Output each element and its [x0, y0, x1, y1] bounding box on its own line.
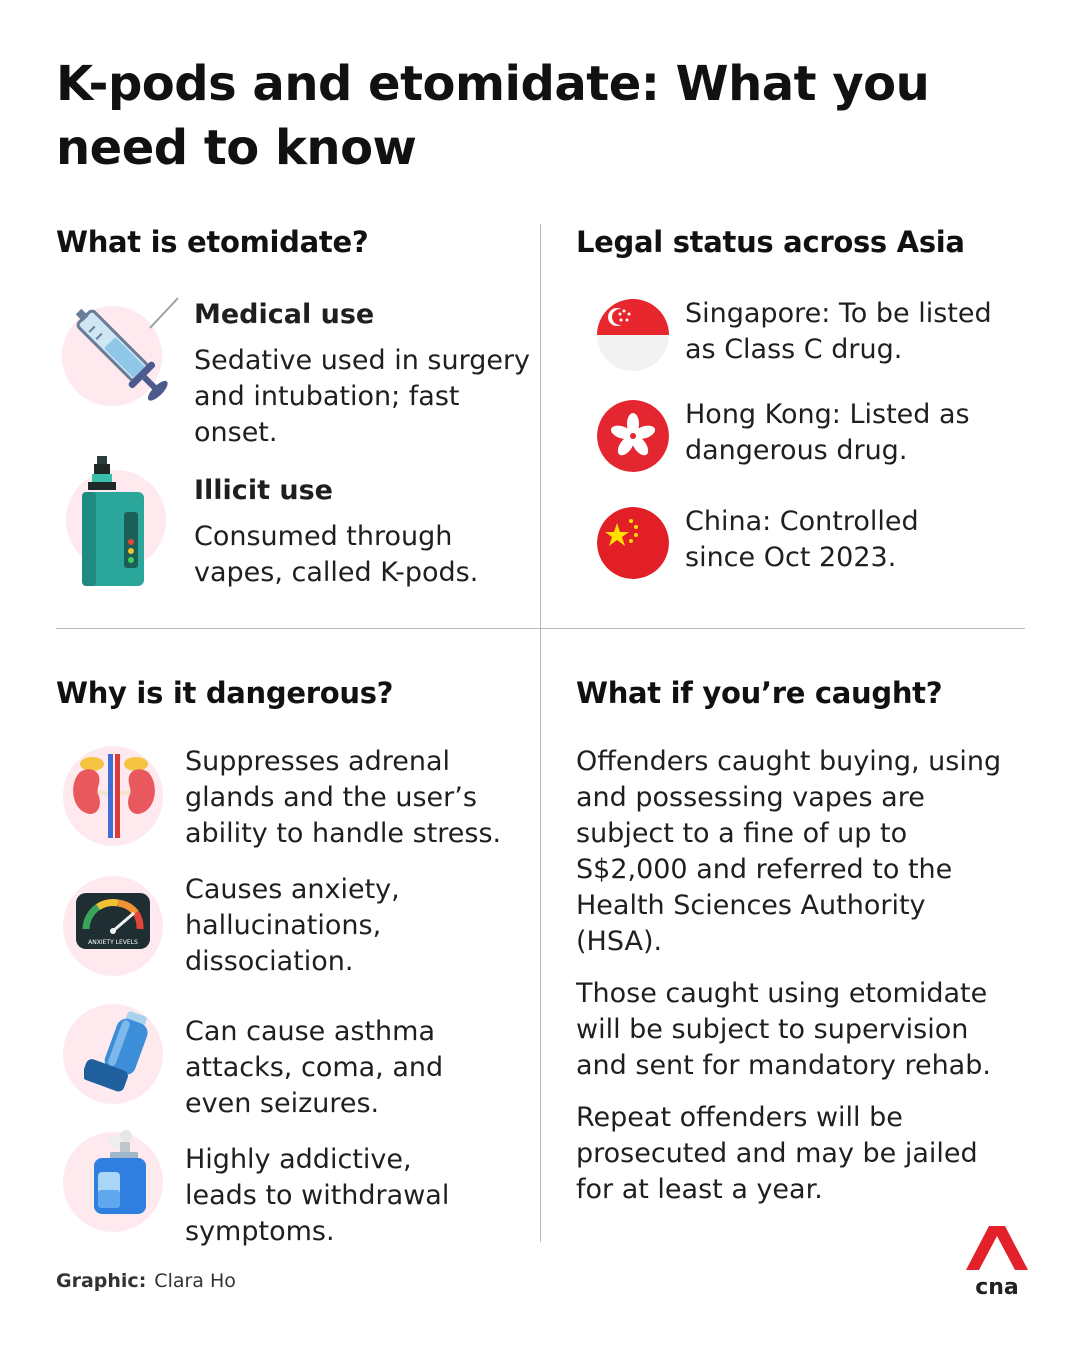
medical-use-body: Sedative used in surgery and intubation; fast onset.: [194, 345, 531, 448]
china-status: China: Controlled since Oct 2023.: [685, 506, 919, 573]
medical-use-title: Medical use: [194, 299, 375, 330]
danger-heading: Why is it dangerous?: [56, 676, 394, 710]
inhaler-icon: [84, 1010, 156, 1094]
kidney-icon: [70, 754, 158, 838]
legal-status-heading: Legal status across Asia: [576, 225, 965, 259]
what-is-heading: What is etomidate?: [56, 225, 369, 259]
danger-item-1: Suppresses adrenal glands and the user’s ability to handle stress.: [185, 746, 502, 849]
vertical-divider-top: [540, 224, 541, 628]
anxiety-gauge-icon: [76, 893, 150, 949]
credit-name: Clara Ho: [154, 1270, 236, 1292]
hong-kong-flag-icon: [597, 400, 669, 472]
credit-label: Graphic:: [56, 1270, 147, 1292]
vape-pod-icon: [90, 1130, 150, 1216]
vape-device-icon: [80, 456, 150, 588]
caught-paragraph-3: Repeat offenders will be prosecuted and may be jailed for at least a year.: [576, 1102, 978, 1205]
singapore-status: Singapore: To be listed as Class C drug.: [685, 298, 992, 365]
vertical-divider-bottom: [540, 628, 541, 1242]
gauge-label: ANXIETY LEVELS: [88, 939, 138, 946]
illicit-use-title: Illicit use: [194, 475, 333, 506]
china-flag-icon: [597, 507, 669, 579]
syringe-icon: [56, 292, 186, 416]
hong-kong-status: Hong Kong: Listed as dangerous drug.: [685, 399, 970, 466]
illicit-use-body: Consumed through vapes, called K-pods.: [194, 521, 479, 588]
cna-logo-text: cna: [975, 1275, 1019, 1298]
caught-heading: What if you’re caught?: [576, 676, 943, 710]
caught-paragraph-2: Those caught using etomidate will be subject to supervision and sent for mandatory rehab.: [576, 978, 991, 1081]
danger-item-2: Causes anxiety, hallucinations, dissociation.: [185, 874, 400, 977]
page-title: K-pods and etomidate: What you need to know: [56, 56, 930, 176]
cna-logo: [966, 1226, 1028, 1298]
singapore-flag-icon: [597, 299, 669, 371]
danger-item-4: Highly addictive, leads to withdrawal symptoms.: [185, 1144, 450, 1247]
danger-item-3: Can cause asthma attacks, coma, and even seizures.: [185, 1016, 444, 1119]
caught-paragraph-1: Offenders caught buying, using and possessing vapes are subject to a fine of up to S$2,000 and referred to the Health Sciences Authority (HSA).: [576, 746, 1002, 957]
graphic-credit: [56, 1268, 236, 1294]
